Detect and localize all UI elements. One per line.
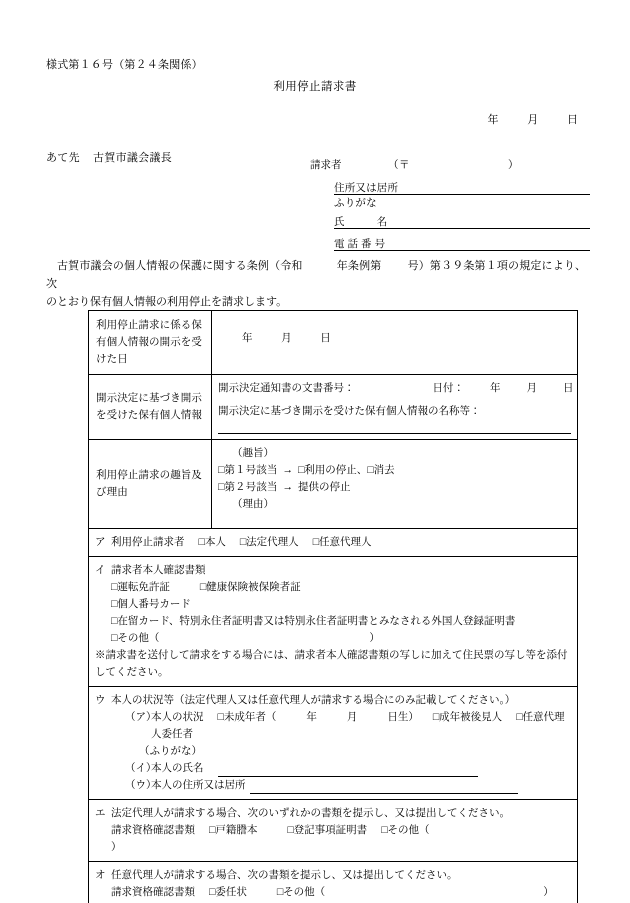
section-u-cell[interactable] (89, 687, 578, 800)
disclosure-date-year: 年 (242, 333, 253, 344)
section-i-item-0-a[interactable]: □運転免許証 (111, 582, 170, 593)
section-u-birth-day: 日生） (387, 712, 419, 723)
row-label-disclosure-info: 開示決定に基づき開示を受けた保有個人情報 (89, 375, 212, 440)
section-u-sub-c-label: 本人の住所又は居所 (151, 780, 246, 791)
section-e-option-1[interactable]: □登記事項証明書 (287, 825, 368, 836)
postal-code-open: （〒 (388, 160, 410, 171)
requester-block (310, 158, 590, 251)
disclosure-notice-year: 年 (490, 383, 501, 394)
requester-furigana-field[interactable] (396, 199, 590, 212)
section-o-doc-label: 請求資格確認書類 (111, 887, 195, 898)
section-a-option-2[interactable]: □任意代理人 (312, 537, 372, 548)
statute-text-4: のとおり保有個人情報の利用停止を請求します。 (46, 295, 288, 308)
section-o-title: 任意代理人が請求する場合、次の書類を提示し、又は提出してください。 (111, 870, 458, 881)
requester-furigana-row[interactable] (334, 195, 590, 212)
requester-phone-label: 電 話 番 号 (334, 237, 396, 251)
section-u-birth-month: 月 (346, 712, 358, 723)
section-i-item-0-b[interactable]: □健康保険被保険者証 (199, 582, 301, 593)
section-u-person-name-field[interactable] (218, 764, 478, 777)
disclosure-date-day: 日 (320, 333, 331, 344)
table-row-section-i (89, 557, 578, 687)
section-i-note-2: してください。 (95, 667, 169, 678)
date-day-label: 日 (567, 114, 578, 126)
section-u-sub-b-body[interactable] (151, 760, 571, 777)
table-row-section-o (89, 862, 578, 903)
row-value-disclosure-info[interactable] (212, 375, 578, 440)
requester-name-label: 氏 名 (334, 215, 396, 229)
disclosure-notice-month: 月 (526, 383, 537, 394)
section-i-item-1[interactable] (111, 596, 571, 613)
section-a-body[interactable] (111, 534, 571, 551)
section-o-options[interactable] (111, 884, 571, 901)
form-number: 様式第１６号（第２４条関係） (46, 59, 203, 71)
section-e-option-0[interactable]: □戸籍謄本 (209, 825, 258, 836)
section-e-doc-label: 請求資格確認書類 (111, 825, 195, 836)
requester-phone-row[interactable] (334, 234, 590, 251)
row-label-purpose: 利用停止請求の趣旨及び理由 (89, 440, 212, 529)
table-row-section-e (89, 800, 578, 862)
row-label-disclosure-date: 利用停止請求に係る保有個人情報の開示を受けた日 (89, 311, 212, 375)
section-e-option-2[interactable]: □その他（ (381, 825, 430, 836)
section-o-line (95, 867, 571, 884)
section-i-item-1-a[interactable]: □個人番号カード (111, 599, 191, 610)
section-e-line (95, 805, 571, 822)
statute-paragraph (46, 258, 586, 311)
section-u-sub-c-marker: （ウ） (125, 780, 157, 791)
section-i-title: 請求者本人確認書類 (111, 565, 206, 576)
purpose-option-1a-checkbox[interactable]: □利用の停止、 (297, 465, 368, 476)
disclosure-date-month: 月 (281, 333, 292, 344)
purpose-option-2-checkbox[interactable]: □第２号該当 (218, 482, 278, 493)
statute-text-1: 古賀市議会の個人情報の保護に関する条例（令和 (57, 260, 303, 272)
section-u-sub-b-label: 本人の氏名 (151, 763, 204, 774)
section-a-line (95, 534, 571, 551)
requester-address-label: 住所又は居所 (334, 182, 399, 194)
section-a-marker: ア (95, 537, 106, 548)
section-o-cell[interactable] (89, 862, 578, 903)
purpose-option-1b-checkbox[interactable]: □消去 (367, 465, 395, 476)
date-year-label: 年 (487, 114, 499, 126)
submission-date-line (0, 112, 630, 129)
section-i-item-3[interactable] (111, 630, 571, 647)
requester-furigana-label: ふりがな (334, 198, 377, 209)
section-i-item-3-a[interactable]: □その他（ (111, 633, 160, 644)
section-u-delegator-checkbox[interactable]: □任意代理人委任者 (151, 712, 565, 740)
section-u-sub-c[interactable] (125, 777, 571, 794)
section-a-option-1[interactable]: □法定代理人 (239, 537, 299, 548)
page-title: 利用停止請求書 (273, 81, 357, 93)
requester-name-row[interactable] (334, 212, 590, 229)
purpose-option-1-arrow: → (282, 465, 293, 476)
statute-text-3: 号）第３９条第１項の規定により、次 (46, 260, 587, 290)
section-a-cell[interactable] (89, 529, 578, 557)
supplementary-table (88, 528, 578, 903)
section-o-close-paren: ） (543, 887, 554, 898)
disclosure-name-field[interactable] (218, 432, 571, 434)
section-i-marker: イ (95, 565, 106, 576)
section-u-ward-checkbox[interactable]: □成年被後見人 (432, 712, 503, 723)
purpose-option-1[interactable] (218, 462, 571, 479)
requester-name-field[interactable] (396, 215, 590, 229)
section-o-marker: オ (95, 870, 106, 881)
requester-address-field[interactable] (396, 181, 590, 195)
disclosure-notice-date-label: 日付： (432, 383, 464, 394)
section-u-line (95, 692, 571, 709)
section-e-marker: エ (95, 808, 106, 819)
section-u-marker: ウ (95, 695, 106, 706)
date-month-label: 月 (527, 114, 539, 126)
requester-label: 請求者 (310, 160, 342, 171)
section-o-option-0[interactable]: □委任状 (209, 887, 247, 898)
disclosure-doc-number-label: 開示決定通知書の文書番号： (218, 383, 355, 394)
requester-phone-field[interactable] (396, 237, 590, 251)
section-i-cell[interactable] (89, 557, 578, 687)
section-i-item-2-a[interactable]: □在留カード、特別永住者証明書又は特別永住者証明書とみなされる外国人登録証明書 (111, 616, 516, 627)
section-i-note-1: ※請求書を送付して請求をする場合には、請求者本人確認書類の写しに加えて住民票の写し等を添付 (95, 650, 568, 661)
addressee-line (46, 150, 172, 167)
table-row-section-u (89, 687, 578, 800)
disclosure-name-label: 開示決定に基づき開示を受けた保有個人情報の名称等： (218, 406, 481, 417)
row-value-disclosure-date[interactable] (212, 311, 578, 375)
statute-text-2: 年条例第 (336, 260, 382, 272)
section-u-sub-c-body[interactable] (151, 777, 571, 794)
purpose-option-1-checkbox[interactable]: □第１号該当 (218, 465, 278, 476)
table-row-disclosure-date (89, 311, 578, 375)
main-table (88, 310, 578, 529)
requester-header-row (310, 158, 590, 174)
section-e-options[interactable] (111, 822, 571, 856)
section-i-line (95, 562, 571, 579)
section-u-sub-b-marker: （イ） (125, 763, 157, 774)
purpose-option-2a-label: 提供の停止 (297, 482, 351, 493)
section-i-item-3-b: ） (369, 633, 380, 644)
section-e-close-paren: ） (111, 842, 122, 853)
purpose-heading: （趣旨） (232, 448, 274, 459)
section-a-title: 利用停止請求者 (111, 537, 185, 548)
section-a-option-0[interactable]: □本人 (198, 537, 226, 548)
purpose-option-2-arrow: → (282, 482, 293, 493)
section-u-sub-a[interactable] (125, 709, 571, 743)
section-u-title: 本人の状況等（法定代理人又は任意代理人が請求する場合にのみ記載してください。） (111, 695, 516, 706)
purpose-option-2[interactable] (218, 479, 571, 496)
table-row-section-a (89, 529, 578, 557)
disclosure-notice-day: 日 (563, 383, 574, 394)
section-o-option-1[interactable]: □その他（ (276, 887, 326, 898)
section-u-sub-a-marker: （ア） (125, 712, 157, 723)
section-u-birth-year: 年 (306, 712, 317, 723)
section-u-person-address-field[interactable] (250, 781, 518, 794)
addressee-name: 古賀市議会議長 (92, 152, 173, 164)
table-row-disclosure-info (89, 375, 578, 440)
addressee-lead: あて先 (46, 152, 80, 164)
section-e-title: 法定代理人が請求する場合、次のいずれかの書類を提示し、又は提出してください。 (111, 808, 510, 819)
section-u-sub-a-body[interactable] (151, 709, 571, 743)
reason-heading: （理由） (232, 499, 274, 510)
requester-address-row[interactable] (334, 178, 590, 195)
section-u-sub-b[interactable] (125, 760, 571, 777)
section-i-item-2[interactable] (111, 613, 571, 630)
section-u-sub-a-label: 本人の状況 (151, 712, 204, 723)
section-i-item-0[interactable] (111, 579, 571, 596)
section-u-minor-checkbox[interactable]: □未成年者（ (217, 712, 277, 723)
row-value-purpose[interactable] (212, 440, 578, 529)
section-u-furigana: （ふりがな） (139, 746, 202, 757)
postal-code-close: ） (508, 160, 519, 171)
section-e-cell[interactable] (89, 800, 578, 862)
table-row-purpose (89, 440, 578, 529)
